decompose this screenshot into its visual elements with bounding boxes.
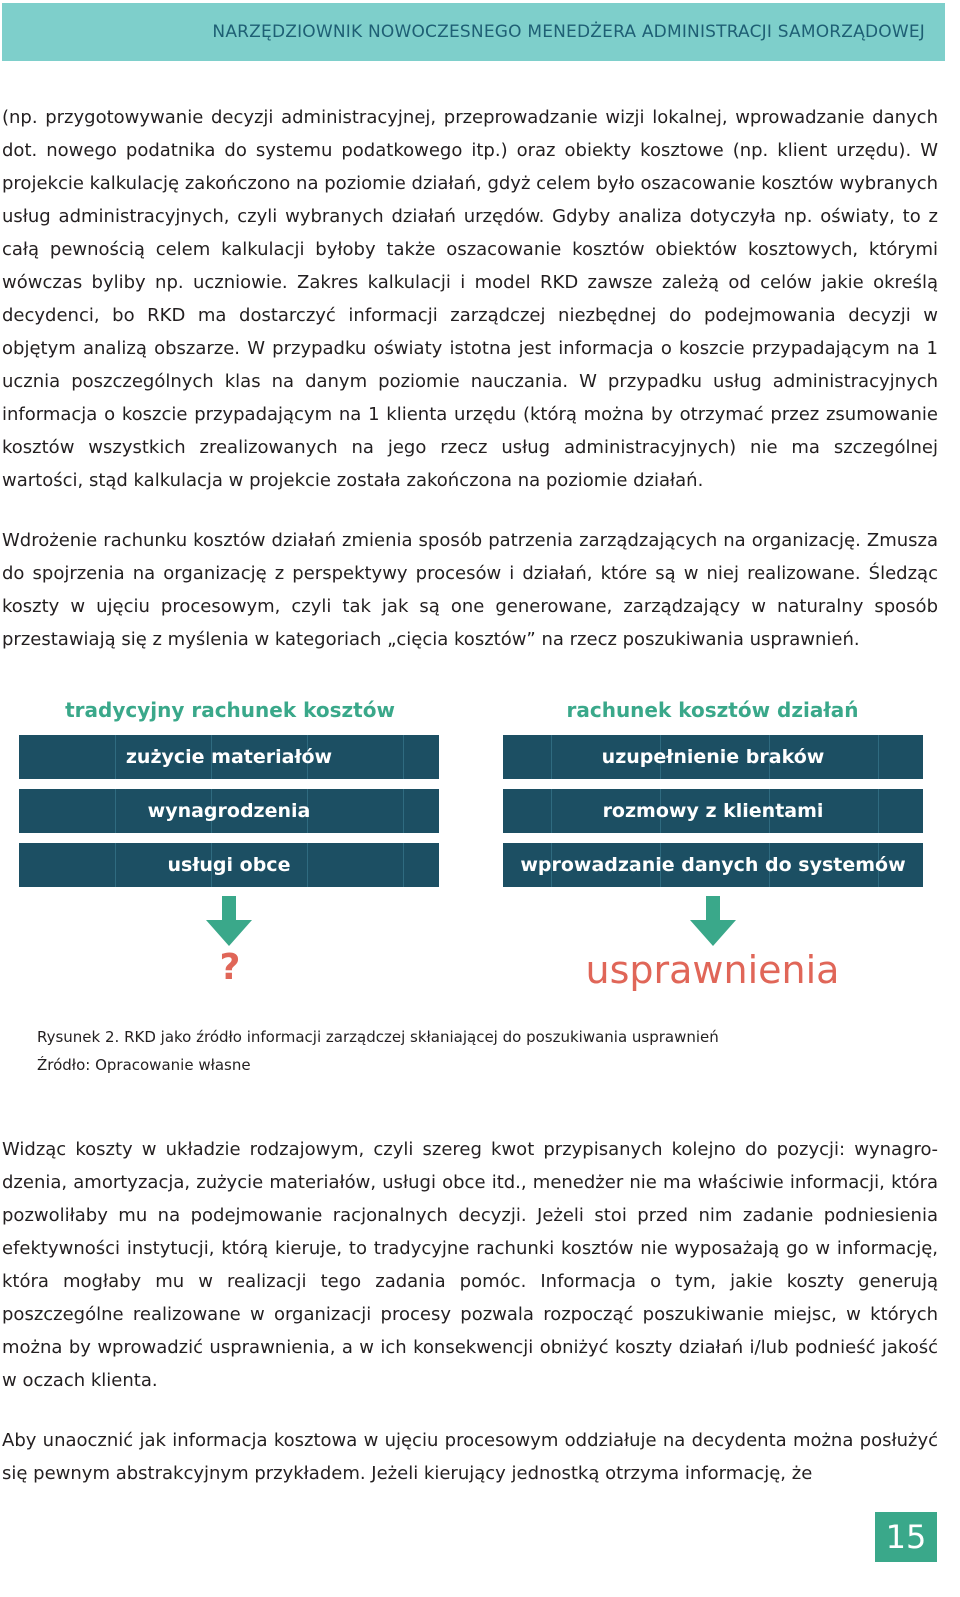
cost-type-label: wynagrodzenia — [147, 800, 311, 822]
activity-label: rozmowy z klientami — [602, 800, 824, 822]
body-paragraph-4: Aby unaocznić jak informacja kosztowa w ujęciu procesowym oddziałuje na decydenta można posłużyć się pewnym abstrakcyjnym przykładem. Jeżeli kierujący jednostką otrzyma informację, że — [2, 1430, 938, 1484]
down-arrow-icon — [204, 896, 254, 948]
running-header-title: NARZĘDZIOWNIK NOWOCZESNEGO MENEDŻERA ADMINISTRACJI SAMORZĄDOWEJ — [212, 22, 925, 42]
page-number-box — [875, 1512, 937, 1562]
cost-type-row — [19, 789, 439, 833]
figure-caption: Rysunek 2. RKD jako źródło informacji zarządczej skłaniającej do poszukiwania usprawnień — [37, 1028, 719, 1046]
cost-type-row — [19, 843, 439, 887]
body-paragraph-2: Wdrożenie rachunku kosztów działań zmienia sposób patrzenia zarządzających na organizację. Zmusza do spojrzenia na organizację z perspektywy procesów i działań, które są w niej realizowane. Śledząc koszty w ujęciu procesowym, czyli tak jak są one generowane, zarządzający w naturalny sposób przestawiają się z myślenia w kategoriach „cięcia kosztów” na rzecz poszukiwania usprawnień. — [2, 530, 938, 650]
question-mark: ? — [219, 947, 241, 988]
activity-label: uzupełnienie braków — [601, 746, 825, 768]
activity-costing-title: rachunek kosztów działań — [566, 698, 859, 722]
cost-type-row — [19, 735, 439, 779]
body-paragraph-3: Widząc koszty w układzie rodzajowym, czyli szereg kwot przypisanych kolejno do pozycji: wynagrodzenia, amortyzacja, zużycie materiałów, usługi obce itd., menedżer nie ma właściwie informacji, która pozwoliłaby mu na podejmowanie racjonalnych decyzji. Jeżeli stoi przed nim zadanie podniesienia efektywności instytucji, którą kieruje, to tradycyjne rachunki kosztów nie wyposażają go w informację, która mogłaby mu w realizacji tego zadania pomóc. Informacja o tym, jakie koszty generują poszczególne realizowane w organizacji procesy pozwala rozpocząć poszukiwanie miejsc, w których można by wprowadzić usprawnienia, a w ich konsekwencji obniżyć koszty działań i/lub podnieść jakość w oczach klienta. — [2, 1139, 938, 1391]
down-arrow-icon — [688, 896, 738, 948]
improvements-label: usprawnienia — [585, 948, 840, 992]
cost-type-label: zużycie materiałów — [125, 746, 333, 768]
page-number: 15 — [885, 1518, 927, 1556]
body-paragraph-1: (np. przygotowywanie decyzji administracyjnej, przeprowadzanie wizji lokalnej, wprowadzanie danych dot. nowego podatnika do systemu podatkowego itp.) oraz obiekty kosztowe (np. klient urzędu). W projekcie kalkulację zakończono na poziomie działań, gdyż celem było oszacowanie kosztów wybranych usług administracyjnych, czyli wybranych działań urzędów. Gdyby analiza dotyczyła np. oświaty, to z całą pewnością celem kalkulacji byłoby także oszacowanie kosztów obiektów kosztowych, którymi wówczas byliby np. uczniowie. Zakres kalkulacji i model RKD zawsze zależą od celów jakie określą decydenci, bo RKD ma dostarczyć informacji zarządczej niezbędnej do podejmowania decyzji w objętym analizą obszarze. W przypadku oświaty istotna jest informacja o koszcie przypadającym na 1 ucznia poszczególnych klas na danym poziomie nauczania. W przypadku usług administracyjnych informacja o koszcie przypadającym na 1 klienta urzędu (którą można by otrzymać przez zsumowanie kosztów wszystkich zrealizowanych na jego rzecz usług administracyjnych) nie ma szczególnej wartości, stąd kalkulacja w projekcie została zakończona na poziomie działań. — [2, 107, 938, 491]
activity-label: wprowadzanie danych do systemów — [520, 854, 906, 876]
activity-row — [503, 789, 923, 833]
header-band — [2, 3, 945, 61]
cost-type-label: usługi obce — [167, 854, 291, 876]
figure-source: Źródło: Opracowanie własne — [37, 1056, 251, 1074]
traditional-costing-title: tradycyjny rachunek kosztów — [65, 698, 395, 722]
activity-row — [503, 843, 923, 887]
activity-row — [503, 735, 923, 779]
